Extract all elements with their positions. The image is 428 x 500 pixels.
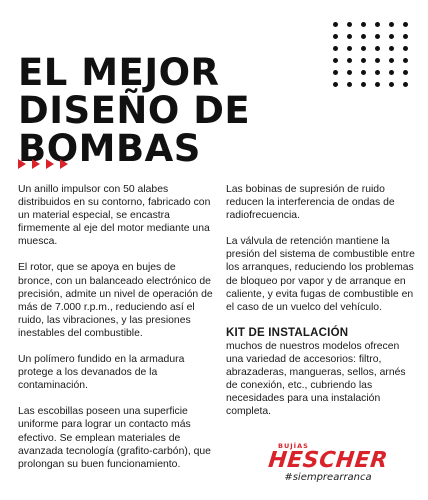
dot-icon (361, 46, 366, 51)
dot-icon (389, 82, 394, 87)
arrow-icon (18, 159, 26, 169)
title-line-1: EL MEJOR (18, 51, 220, 94)
dot-icon (375, 46, 380, 51)
paragraph-impulsor: Un anillo impulsor con 50 alabes distribuidos en su contorno, fabricado con un material especial, se encastra firmemente al eje del motor mediante una muesca. (18, 184, 211, 248)
brand-logo (258, 442, 398, 484)
dot-icon (347, 46, 352, 51)
dot-icon (333, 22, 338, 27)
right-column (226, 183, 416, 432)
dot-icon (361, 58, 366, 63)
paragraph-polimero: Un polímero fundido en la armadura protege a los devanados de la contaminación. (18, 354, 185, 392)
paragraph-bobinas: Las bobinas de supresión de ruido reducen la interferencia de ondas de radiofrecuencia. (226, 184, 395, 222)
dot-icon (347, 82, 352, 87)
logo-brand-name: HESCHER (267, 448, 390, 473)
dot-icon (375, 82, 380, 87)
dot-icon (375, 22, 380, 27)
paragraph-escobillas: Las escobillas poseen una superficie uniforme para lograr un contacto más efectivo. Se emplean materiales de avanzada tecnología (grafito-carbón), que prolongan su buen funcionamiento. (18, 406, 211, 470)
dot-icon (333, 34, 338, 39)
dot-icon (375, 34, 380, 39)
page-title (18, 51, 338, 170)
dot-icon (375, 58, 380, 63)
dot-icon (375, 70, 380, 75)
left-column (18, 183, 213, 484)
dot-grid-decoration (333, 22, 410, 94)
dot-icon (361, 34, 366, 39)
arrow-icon (60, 159, 68, 169)
dot-icon (403, 22, 408, 27)
dot-icon (403, 34, 408, 39)
dot-icon (389, 58, 394, 63)
kit-heading: KIT DE INSTALACIÓN (226, 326, 349, 339)
dot-icon (403, 58, 408, 63)
dot-icon (403, 70, 408, 75)
arrow-decoration (18, 159, 68, 169)
logo-slogan: #siemprearranca (284, 472, 372, 483)
dot-icon (361, 22, 366, 27)
dot-icon (403, 82, 408, 87)
kit-section (226, 327, 416, 419)
dot-icon (361, 70, 366, 75)
dot-icon (333, 46, 338, 51)
dot-icon (389, 34, 394, 39)
logo-top-label: BUJÍAS (278, 442, 309, 450)
arrow-icon (46, 159, 54, 169)
arrow-icon (32, 159, 40, 169)
dot-icon (347, 58, 352, 63)
paragraph-valvula: La válvula de retención mantiene la presión del sistema de combustible entre los arranques, reduciendo los problemas de bloqueo por vapor y de arranque en caliente, y evita fugas de combustible en el caso de un vuelco del vehículo. (226, 236, 415, 313)
dot-icon (403, 46, 408, 51)
dot-icon (347, 22, 352, 27)
dot-icon (347, 34, 352, 39)
title-line-3: BOMBAS (18, 127, 201, 170)
dot-icon (389, 46, 394, 51)
dot-icon (361, 82, 366, 87)
kit-text: muchos de nuestros modelos ofrecen una variedad de accesorios: filtro, abrazaderas, mangueras, sellos, arnés de conexión, etc., cubriendo las necesidades para una instalación completa. (226, 340, 406, 418)
dot-icon (347, 70, 352, 75)
title-line-2: DISEÑO DE (18, 89, 251, 132)
dot-icon (389, 22, 394, 27)
paragraph-rotor: El rotor, que se apoya en bujes de bronce, con un balanceado electrónico de precisión, admite un nivel de operación de más de 7.000 r.p.m., reduciendo así el ruido, las vibraciones, y las presiones inestables del combustible. (18, 262, 213, 339)
dot-icon (389, 70, 394, 75)
